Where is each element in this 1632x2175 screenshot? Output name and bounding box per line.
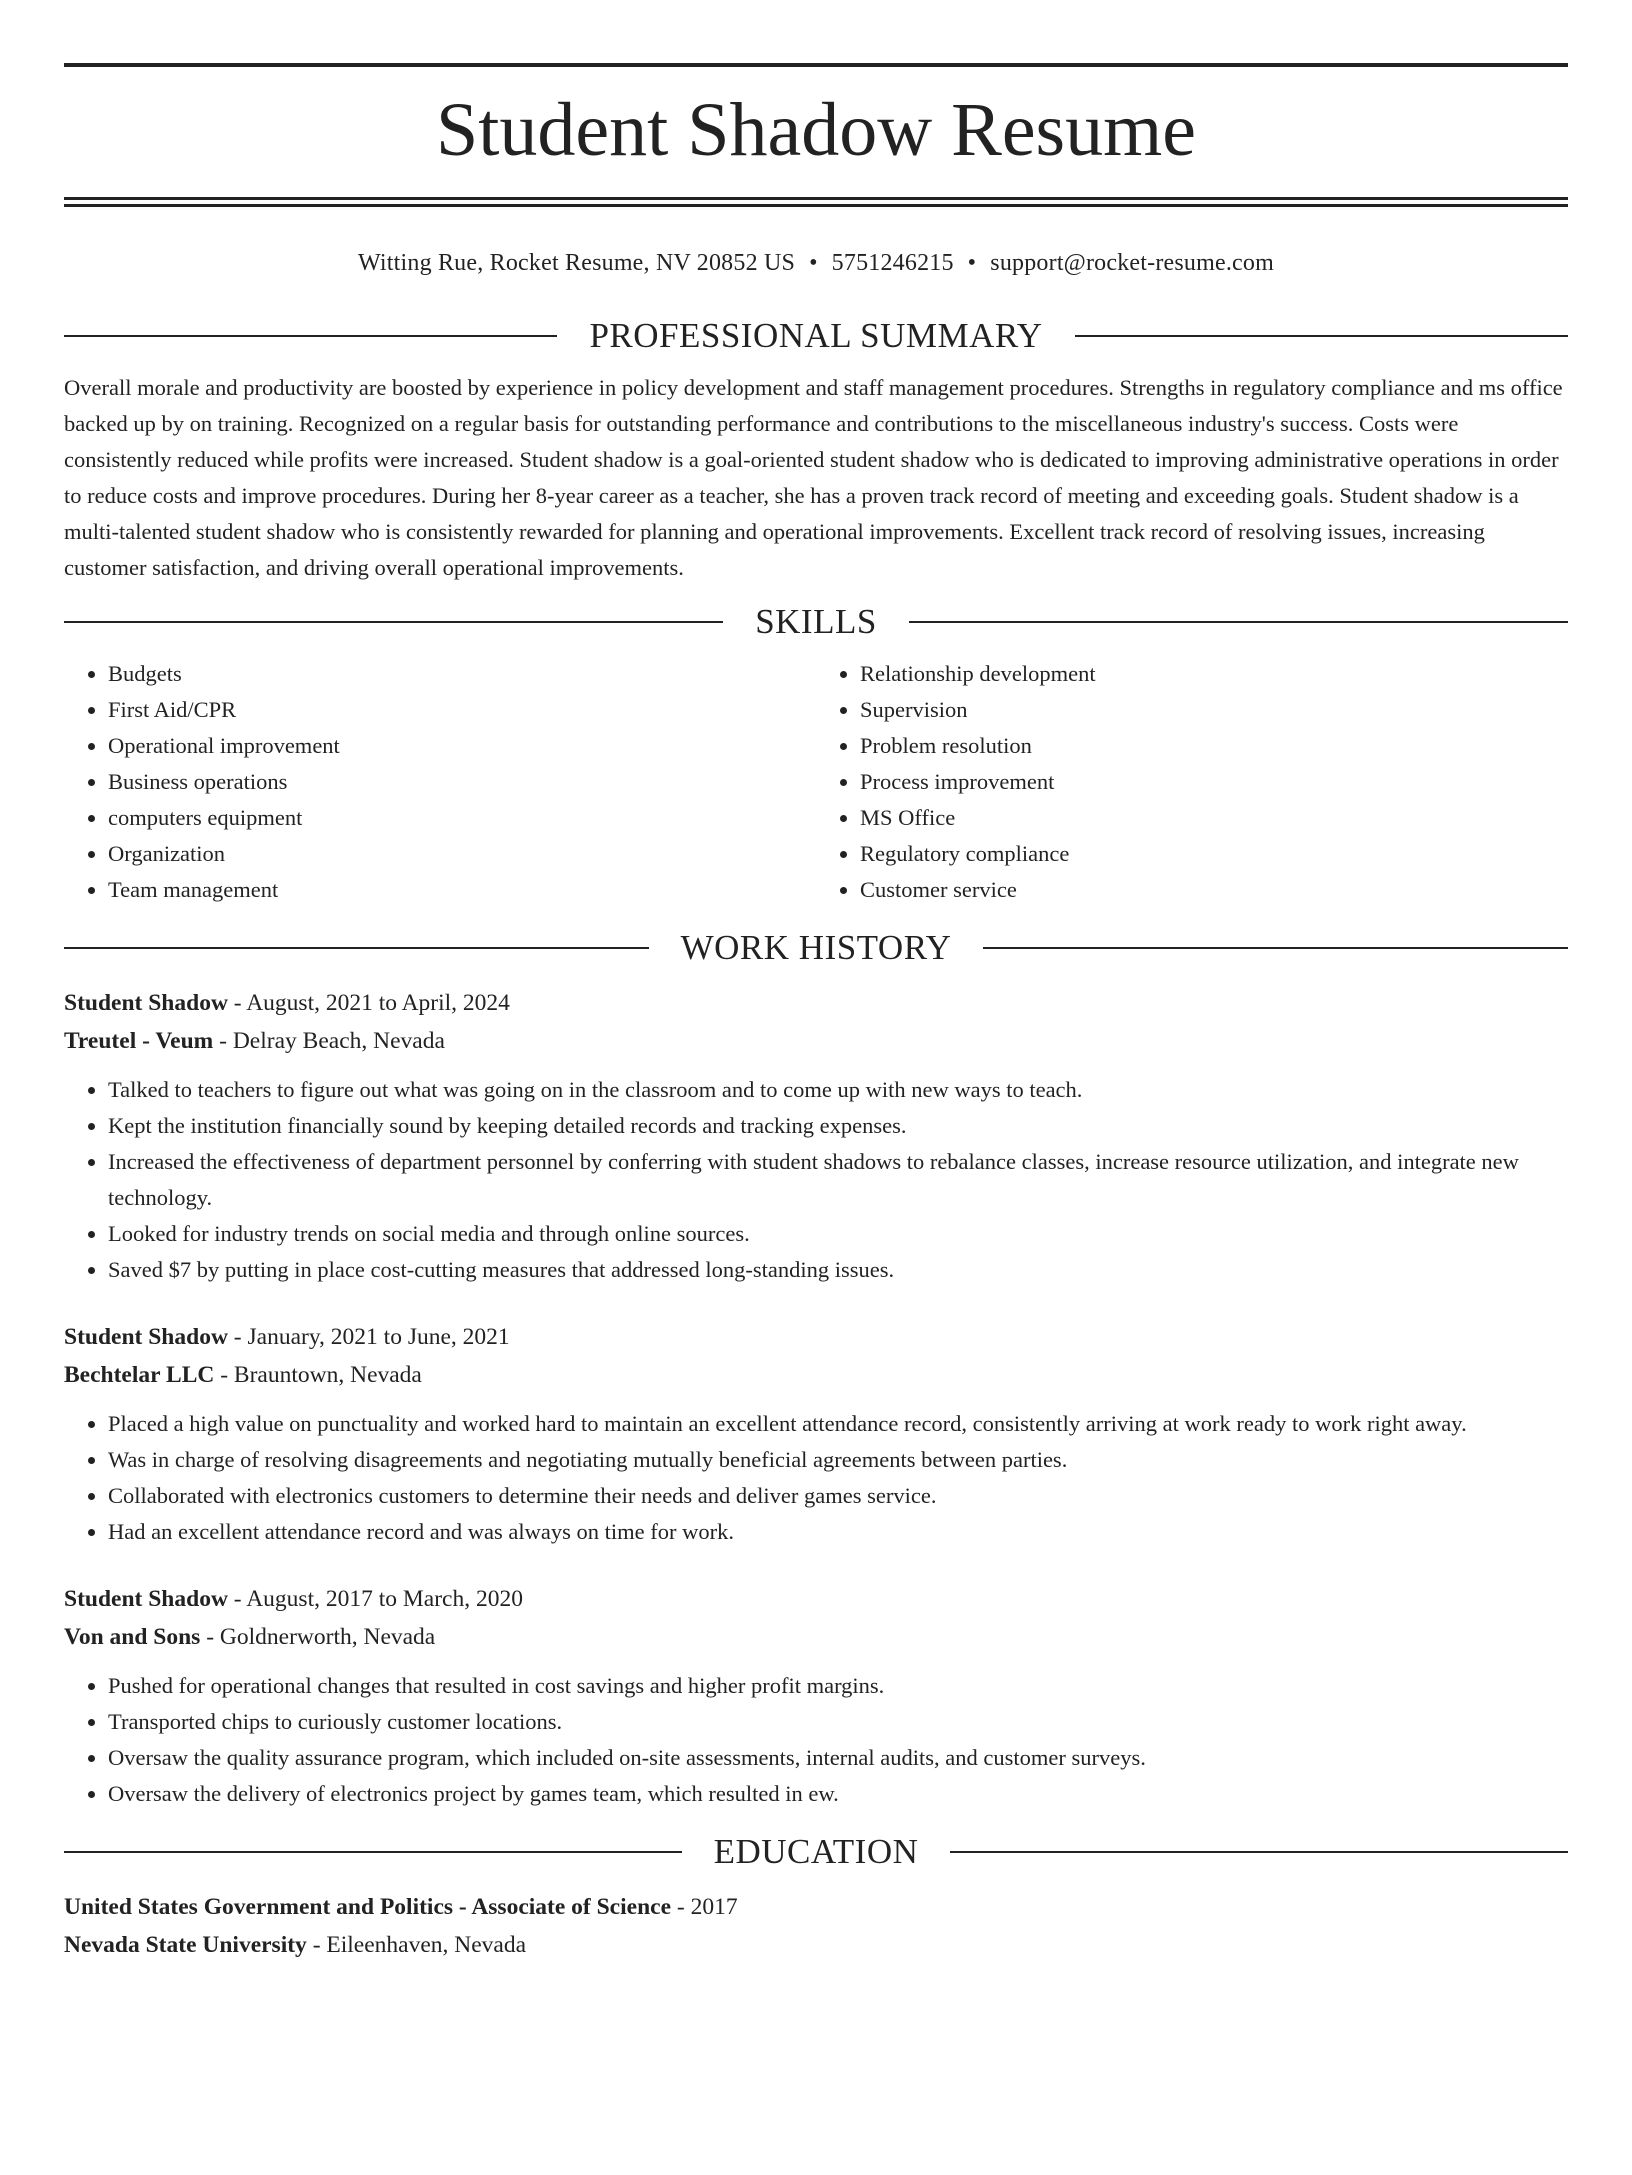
job-company-line: [64, 1356, 1568, 1394]
skill-item: • Budgets: [108, 656, 816, 692]
job-bullet: • Oversaw the quality assurance program, which included on-site assessments, internal audits, and customer surveys.: [108, 1740, 1568, 1776]
section-title-skills: SKILLS: [755, 602, 877, 641]
job-bullet: • Collaborated with electronics customers to determine their needs and deliver games service.: [108, 1478, 1568, 1514]
education-school-line: [64, 1926, 1568, 1964]
education-degree: United States Government and Politics - Associate of Science: [64, 1894, 672, 1920]
job-bullet: • Increased the effectiveness of department personnel by conferring with student shadows to rebalance classes, increase resource utilization, and integrate new technology.: [108, 1144, 1568, 1216]
section-rule: [64, 947, 649, 949]
contact-email: support@rocket-resume.com: [990, 250, 1274, 276]
section-rule: [64, 621, 723, 623]
job-bullet: • Was in charge of resolving disagreements and negotiating mutually beneficial agreements between parties.: [108, 1442, 1568, 1478]
section-title-summary: PROFESSIONAL SUMMARY: [589, 316, 1043, 355]
skill-item: • Organization: [108, 836, 816, 872]
job-company: Treutel - Veum: [64, 1028, 214, 1054]
skill-item: • computers equipment: [108, 800, 816, 836]
job-dates: - January, 2021 to June, 2021: [227, 1324, 510, 1350]
contact-phone: 5751246215: [831, 250, 954, 276]
job-bullet: • Had an excellent attendance record and was always on time for work.: [108, 1514, 1568, 1550]
education-year: - 2017: [671, 1894, 738, 1920]
job-dates: - August, 2021 to April, 2024: [227, 990, 510, 1016]
skill-item: • Problem resolution: [860, 728, 1568, 764]
skill-item: • First Aid/CPR: [108, 692, 816, 728]
job-entry: [64, 984, 1568, 1288]
section-rule: [64, 335, 557, 337]
education-location: - Eileenhaven, Nevada: [306, 1932, 527, 1958]
contact-line: [64, 244, 1568, 282]
job-bullets: [64, 1406, 1568, 1550]
section-header-skills: [64, 596, 1568, 648]
skill-item: • Business operations: [108, 764, 816, 800]
top-rule: [64, 63, 1568, 67]
section-header-education: [64, 1826, 1568, 1878]
job-bullets: [64, 1072, 1568, 1288]
job-title: Student Shadow: [64, 990, 228, 1016]
education-entry: [64, 1888, 1568, 1964]
skill-item: • Supervision: [860, 692, 1568, 728]
section-rule: [1075, 335, 1568, 337]
job-bullet: • Pushed for operational changes that resulted in cost savings and higher profit margins.: [108, 1668, 1568, 1704]
contact-address: Witting Rue, Rocket Resume, NV 20852 US: [358, 250, 796, 276]
job-bullet: • Oversaw the delivery of electronics project by games team, which resulted in ew.: [108, 1776, 1568, 1812]
skills-columns: [64, 656, 1568, 908]
section-rule: [64, 1851, 682, 1853]
job-bullet: • Saved $7 by putting in place cost-cutting measures that addressed long-standing issues.: [108, 1252, 1568, 1288]
section-title-education: EDUCATION: [713, 1832, 919, 1871]
job-bullets: [64, 1668, 1568, 1812]
job-location: - Brauntown, Nevada: [214, 1362, 422, 1388]
resume-title: Student Shadow Resume: [436, 88, 1196, 172]
section-rule: [983, 947, 1568, 949]
job-company-line: [64, 1618, 1568, 1656]
job-bullet: • Talked to teachers to figure out what was going on in the classroom and to come up with new ways to teach.: [108, 1072, 1568, 1108]
job-bullet: • Looked for industry trends on social media and through online sources.: [108, 1216, 1568, 1252]
education-school: Nevada State University: [64, 1932, 307, 1958]
skill-item: • MS Office: [860, 800, 1568, 836]
section-header-work: [64, 922, 1568, 974]
skills-list-left: [64, 656, 816, 908]
title-double-rule: [64, 197, 1568, 207]
skills-list-right: [816, 656, 1568, 908]
section-rule: [909, 621, 1568, 623]
section-rule: [950, 1851, 1568, 1853]
skill-item: • Customer service: [860, 872, 1568, 908]
contact-separator: •: [967, 250, 977, 276]
job-title-line: [64, 984, 1568, 1022]
job-location: - Goldnerworth, Nevada: [200, 1624, 436, 1650]
skill-item: • Regulatory compliance: [860, 836, 1568, 872]
job-bullet: • Placed a high value on punctuality and worked hard to maintain an excellent attendance record, consistently arriving at work ready to work right away.: [108, 1406, 1568, 1442]
job-title-line: [64, 1318, 1568, 1356]
skill-item: • Team management: [108, 872, 816, 908]
skill-item: • Operational improvement: [108, 728, 816, 764]
section-title-work: WORK HISTORY: [680, 928, 952, 967]
summary-paragraph: Overall morale and productivity are boosted by experience in policy development and staff management procedures. Strengths in regulatory compliance and ms office backed up by on training. Recognized on a regular basis for outstanding performance and contributions to the miscellaneous industry's success. Costs were consistently reduced while profits were increased. Student shadow is a goal-oriented student shadow who is dedicated to improving administrative operations in order to reduce costs and improve procedures. During her 8-year career as a teacher, she has a proven track record of meeting and exceeding goals. Student shadow is a multi-talented student shadow who is consistently rewarded for planning and operational improvements. Excellent track record of resolving issues, increasing customer satisfaction, and driving overall operational improvements.: [64, 375, 1563, 580]
job-title: Student Shadow: [64, 1586, 228, 1612]
job-title: Student Shadow: [64, 1324, 228, 1350]
skill-item: • Relationship development: [860, 656, 1568, 692]
job-location: - Delray Beach, Nevada: [213, 1028, 445, 1054]
section-header-summary: [64, 310, 1568, 362]
job-entry: [64, 1580, 1568, 1812]
resume-page: [0, 63, 1632, 2175]
job-company: Bechtelar LLC: [64, 1362, 215, 1388]
job-bullet: • Transported chips to curiously customer locations.: [108, 1704, 1568, 1740]
job-dates: - August, 2017 to March, 2020: [227, 1586, 523, 1612]
job-title-line: [64, 1580, 1568, 1618]
job-entry: [64, 1318, 1568, 1550]
job-company-line: [64, 1022, 1568, 1060]
education-degree-line: [64, 1888, 1568, 1926]
job-company: Von and Sons: [64, 1624, 201, 1650]
skill-item: • Process improvement: [860, 764, 1568, 800]
contact-separator: •: [809, 250, 818, 276]
job-bullet: • Kept the institution financially sound by keeping detailed records and tracking expenses.: [108, 1108, 1568, 1144]
